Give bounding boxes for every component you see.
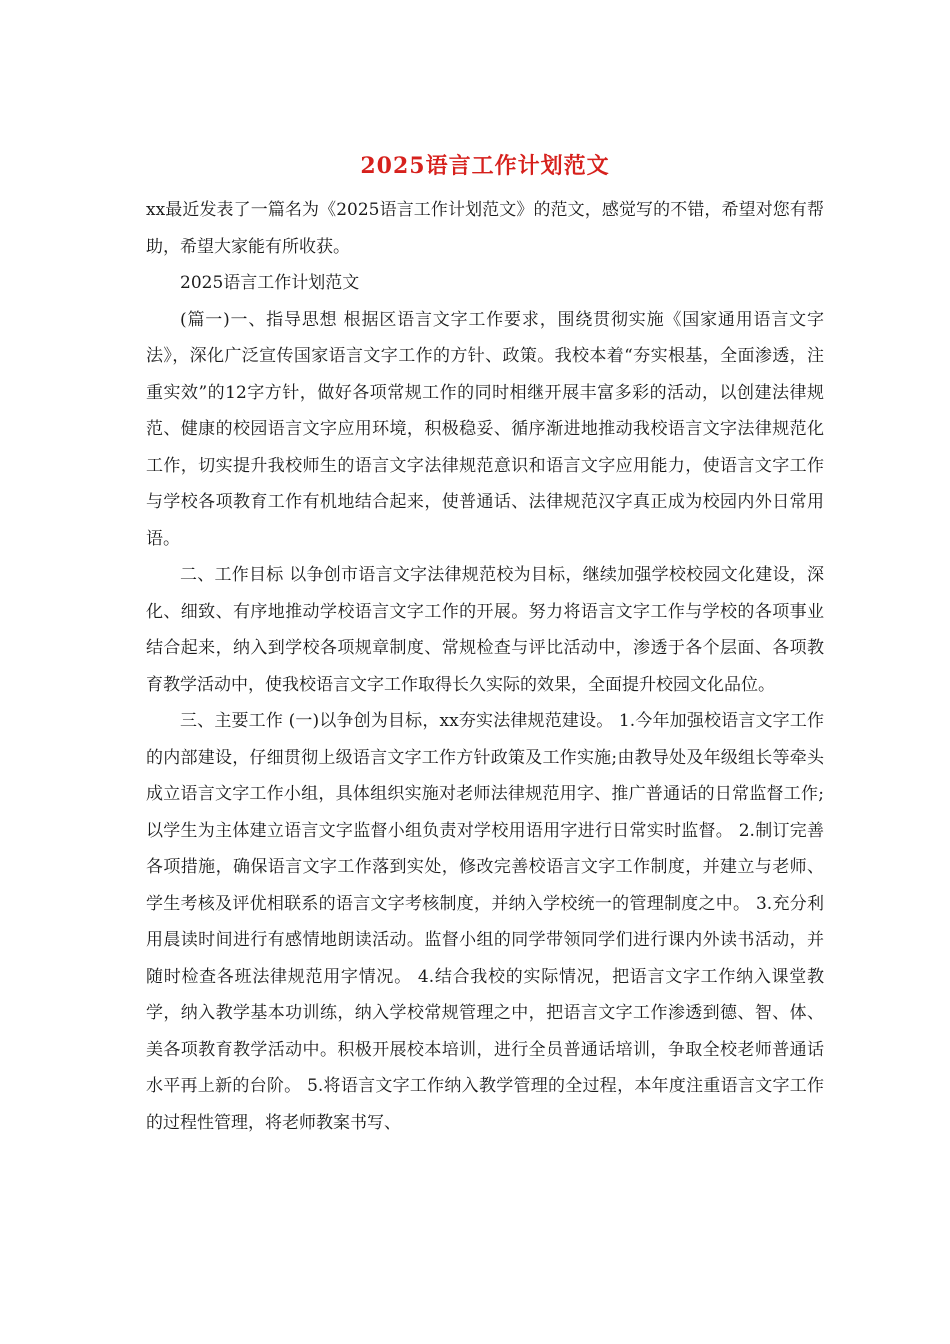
intro-paragraph: xx最近发表了一篇名为《2025语言工作计划范文》的范文，感觉写的不错，希望对您有帮助，希望大家能有所收获。 — [146, 200, 824, 257]
paragraph-work-goals: 二、工作目标 以争创市语言文字法律规范校为目标，继续加强学校校园文化建设，深化、细致、有序地推动学校语言文字工作的开展。努力将语言文字工作与学校的各项事业结合起来，纳入到学校各项规章制度、常规检查与评比活动中，渗透于各个层面、各项教育教学活动中，使我校语言文字工作取得长久实际的效果，全面提升校园文化品位。 — [146, 565, 824, 695]
paragraph-guiding-ideology: (篇一)一、指导思想 根据区语言文字工作要求，围绕贯彻实施《国家通用语言文字法》，深化广泛宣传国家语言文字工作的方针、政策。我校本着“夯实根基，全面渗透，注重实效”的12字方针，做好各项常规工作的同时相继开展丰富多彩的活动，以创建法律规范、健康的校园语言文字应用环境，积极稳妥、循序渐进地推动我校语言文字法律规范化工作，切实提升我校师生的语言文字法律规范意识和语言文字应用能力，使语言文字工作与学校各项教育工作有机地结合起来，使普通话、法律规范汉字真正成为校园内外日常用语。 — [146, 309, 824, 549]
document-subtitle: 2025语言工作计划范文 — [180, 273, 360, 293]
paragraph-main-work: 三、主要工作 (一)以争创为目标，xx夯实法律规范建设。 1.今年加强校语言文字工作的内部建设，仔细贯彻上级语言文字工作方针政策及工作实施;由教导处及年级组长等牵头成立语言文字工作小组，具体组织实施对老师法律规范用字、推广普通话的日常监督工作;以学生为主体建立语言文字监督小组负责对学校用语用字进行日常实时监督。 2.制订完善各项措施，确保语言文字工作落到实处，修改完善校语言文字工作制度，并建立与老师、学生考核及评优相联系的语言文字考核制度，并纳入学校统一的管理制度之中。 3.充分利用晨读时间进行有感情地朗读活动。监督小组的同学带领同学们进行课内外读书活动，并随时检查各班法律规范用字情况。 4.结合我校的实际情况，把语言文字工作纳入课堂教学，纳入教学基本功训练，纳入学校常规管理之中，把语言文字工作渗透到德、智、体、美各项教育教学活动中。积极开展校本培训，进行全员普通话培训，争取全校老师普通话水平再上新的台阶。 5.将语言文字工作纳入教学管理的全过程，本年度注重语言文字工作的过程性管理，将老师教案书写、 — [146, 711, 824, 1133]
document-title: 2025语言工作计划范文 — [360, 153, 610, 179]
